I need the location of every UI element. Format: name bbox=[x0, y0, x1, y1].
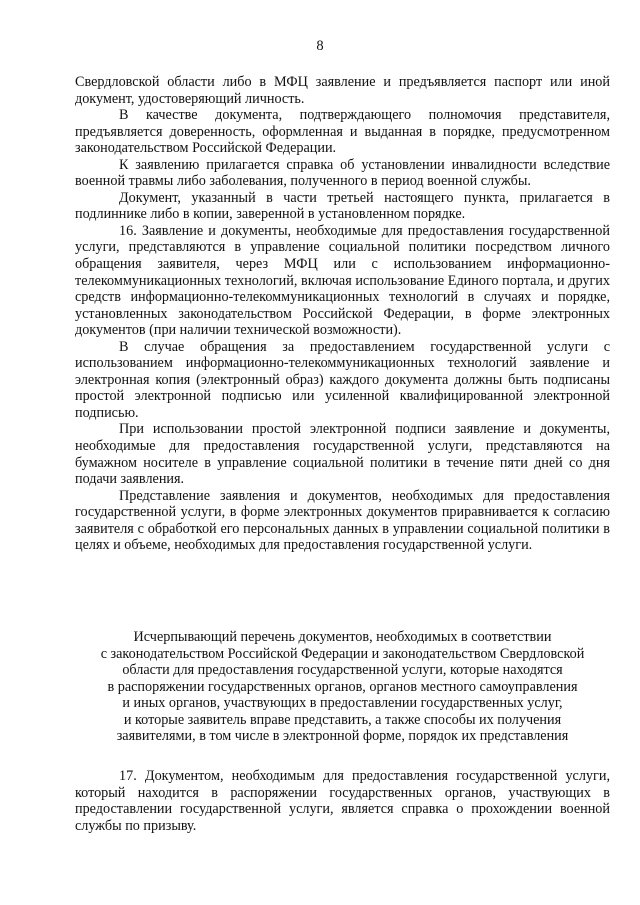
paragraph-simple-signature: При использовании простой электронной подписи заявление и документы, необходимые для предоставления государственной услуги, представляются на бумажном носителе в управление социальной политики в течение пяти дней со дня подачи заявления. bbox=[75, 421, 610, 488]
heading-line: Исчерпывающий перечень документов, необходимых в соответствии bbox=[133, 629, 552, 645]
page-number: 8 bbox=[316, 38, 324, 54]
paragraph-personal-data-consent: Представление заявления и документов, необходимых для предоставления государственной услуги, в форме электронных документов приравнивается к согласию заявителя с обработкой его персональных данных в управлении социальной политики в целях и объеме, необходимых для предоставления государственной услуги. bbox=[75, 487, 610, 554]
heading-line: и иных органов, участвующих в предоставлении государственных услуг, bbox=[122, 695, 563, 712]
heading-line: заявителями, в том числе в электронной форме, порядок их представления bbox=[116, 728, 569, 745]
paragraph-item-17: 17. Документом, необходимым для предоставления государственной услуги, который находится в распоряжении государственных органов, участвующих в предоставлении государственной услуги, является справка о прохождении военной службы по призыву. bbox=[75, 768, 610, 834]
heading-line: и которые заявитель вправе представить, а также способы их получения bbox=[123, 711, 562, 728]
heading-line: с законодательством Российской Федерации и законодательством Свердловской bbox=[100, 645, 585, 662]
paragraph-disability-certificate: К заявлению прилагается справка об установлении инвалидности вследствие военной травмы либо заболевания, полученного в период военной службы. bbox=[75, 156, 610, 190]
section-heading bbox=[75, 629, 610, 745]
heading-line: в распоряжении государственных органов, органов местного самоуправления bbox=[107, 678, 578, 695]
paragraph-electronic-signature: В случае обращения за предоставлением государственной услуги с использованием информационно-телекоммуникационных технологий заявление и электронная копия (электронный образ) каждого документа должны быть подписаны простой электронной подписью или усиленной квалифицированной электронной подписью. bbox=[75, 338, 610, 421]
paragraph-item-16: 16. Заявление и документы, необходимые для предоставления государственной услуги, представляются в управление социальной политики посредством личного обращения заявителя, через МФЦ или с использованием информационно-телекоммуникационных технологий, включая использование Единого портала, и других средств информационно-телекоммуникационных технологий в случаях и порядке, установленных законодательством Российской Федерации, в форме электронных документов (при наличии технической возможности). bbox=[75, 222, 610, 339]
paragraph-continuation: Свердловской области либо в МФЦ заявление и предъявляется паспорт или иной документ, удостоверяющий личность. bbox=[75, 74, 610, 107]
paragraph-representative-document: В качестве документа, подтверждающего полномочия представителя, предъявляется доверенность, оформленная и выданная в порядке, предусмотренном законодательством Российской Федерации. bbox=[75, 107, 610, 157]
paragraph-document-copy: Документ, указанный в части третьей настоящего пункта, прилагается в подлиннике либо в копии, заверенной в установленном порядке. bbox=[75, 189, 610, 223]
heading-line: области для предоставления государственной услуги, которые находятся bbox=[122, 662, 563, 679]
item-17-text bbox=[75, 768, 610, 834]
main-text bbox=[75, 74, 610, 554]
